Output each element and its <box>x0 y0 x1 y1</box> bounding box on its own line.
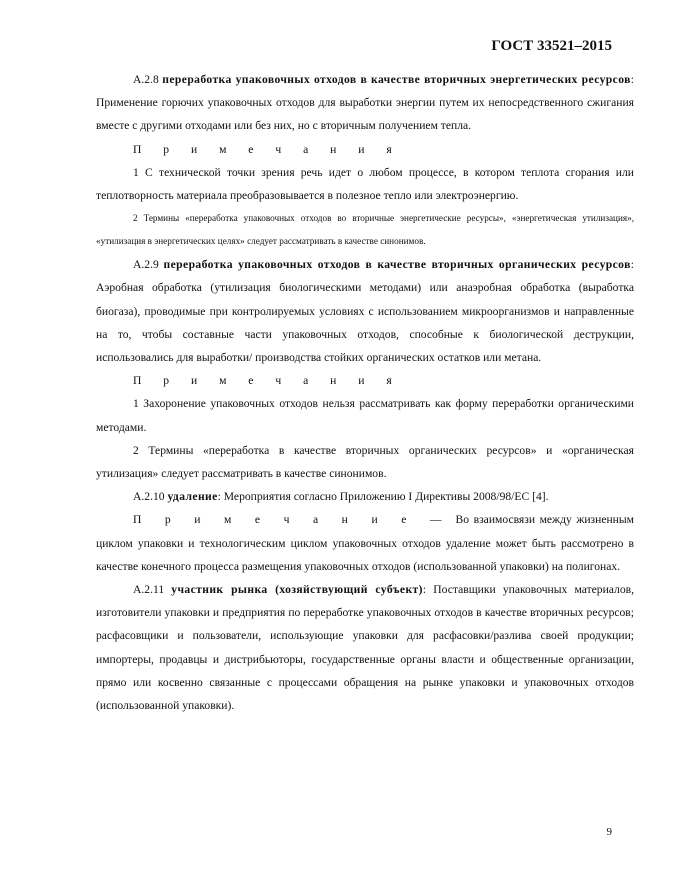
clause-term: переработка упаковочных отходов в качестве вторичных органических ресурсов <box>163 258 631 272</box>
document-header: ГОСТ 33521–2015 <box>491 38 612 54</box>
notes-heading: П р и м е ч а н и я <box>133 374 402 388</box>
clause-number: А.2.11 <box>133 583 165 597</box>
note-text: 1 С технической точки зрения речь идет о любом процессе, в котором теплота сгорания или теплотворность материала преобразовывается в полезное тепло или электроэнергию. <box>96 165 634 203</box>
clause-a-2-11 <box>96 578 634 717</box>
clause-term: удаление <box>167 490 218 504</box>
document-body <box>96 68 634 717</box>
note-body: Во взаимосвязи между жизненным циклом упаковки и технологическим циклом упаковочных отходов удаление может быть рассмотрено в качестве конечного процесса размещения упаковочных отходов (использованной упаковки) на полигонах. <box>96 513 634 573</box>
note-single <box>96 508 634 578</box>
note-text-small: 2 Термины «переработка упаковочных отходов во вторичные энергетические ресурсы», «энергетическая утилизация», «утилизация в энергетических целях» следует рассматривать в качестве синонимов. <box>96 213 634 247</box>
clause-a-2-10 <box>96 485 634 508</box>
clause-definition: : Мероприятия согласно Приложению I Директивы 2008/98/ЕС [4]. <box>217 490 549 504</box>
clause-number: А.2.8 <box>133 73 159 86</box>
note-label: П р и м е ч а н и е — <box>133 513 451 527</box>
clause-number: А.2.10 <box>133 490 165 504</box>
page-number: 9 <box>606 826 612 838</box>
clause-term: переработка упаковочных отходов в качестве вторичных энергетических ресурсов <box>162 73 631 86</box>
notes-heading: П р и м е ч а н и я <box>133 142 402 156</box>
clause-a-2-8 <box>96 68 634 138</box>
clause-definition: : Аэробная обработка (утилизация биологическими методами) или анаэробная обработка (выработка биогаза), проводимые при контролируемых условиях с использованием микроорганизмов и направленные на то, чтобы составные части упаковочных отходов, способные к биологической деструкции, использовались для выработки/ производства стойких органических остатков или метана. <box>96 258 634 365</box>
clause-definition: : Применение горючих упаковочных отходов для выработки энергии путем их непосредственного сжигания вместе с другими отходами или без них, но с вторичным получением тепла. <box>96 73 634 133</box>
note-text: 2 Термины «переработка в качестве вторичных органических ресурсов» и «органическая утилизация» следует рассматривать в качестве синонимов. <box>96 443 634 481</box>
clause-definition: : Поставщики упаковочных материалов, изготовители упаковки и предприятия по переработке упаковочных отходов в качестве вторичных ресурсов; расфасовщики и пользователи, использующие упаковки для расфасовки/разлива своей продукции; импортеры, продавцы и дистрибьюторы, государственные органы власти и общественные организации, прямо или косвенно связанные с процессами обращения на рынке упаковки и упаковочных отходов (использованной упаковки). <box>96 583 634 713</box>
clause-term: участник рынка (хозяйствующий субъект) <box>171 583 423 597</box>
note-text: 1 Захоронение упаковочных отходов нельзя рассматривать как форму переработки органическими методами. <box>96 397 634 434</box>
clause-a-2-9 <box>96 253 634 369</box>
clause-number: А.2.9 <box>133 258 159 272</box>
